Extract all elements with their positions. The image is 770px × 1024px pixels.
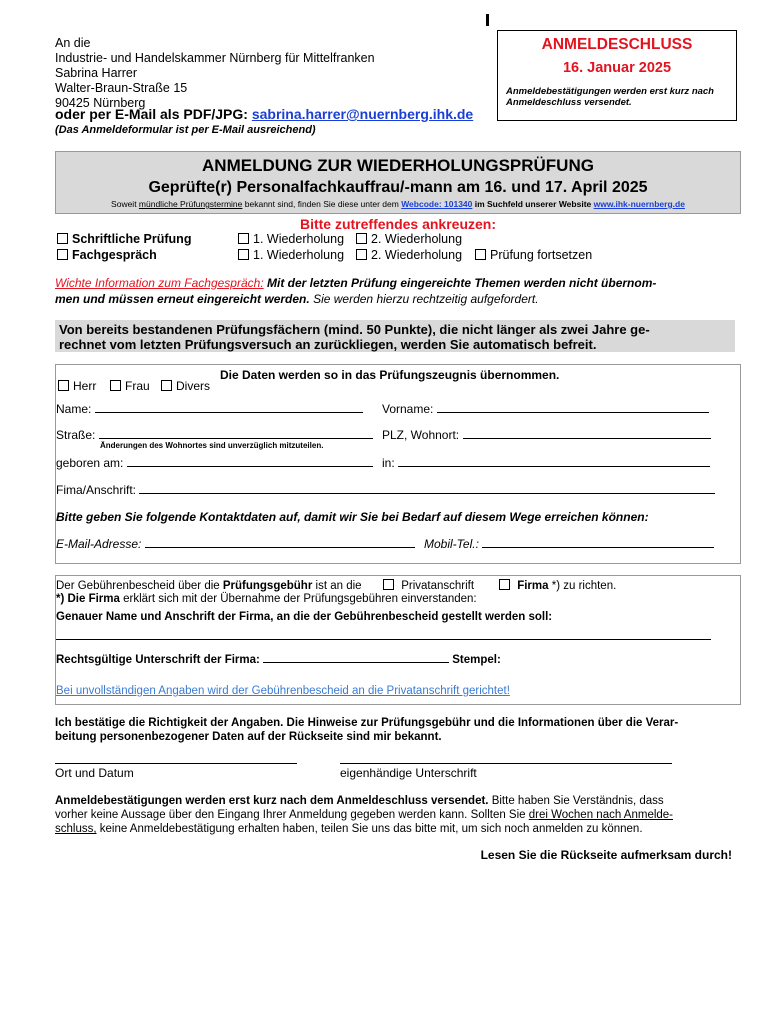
contact-note: Bitte geben Sie folgende Kontaktdaten auf, damit wir Sie bei Bedarf auf diesem Wege erreichen können:: [56, 510, 649, 524]
exemption-note: [55, 320, 735, 352]
footer-text: keine Anmeldebestätigung erhalten haben, teilen Sie uns das bitte mit, um sich noch anmelden zu können.: [96, 823, 643, 835]
mobile-input[interactable]: [482, 547, 714, 548]
note-text: mündliche Prüfungstermine: [138, 199, 243, 209]
important-label: Wichte Information zum Fachgespräch:: [55, 276, 264, 290]
confirmation-text: [55, 716, 678, 744]
field-label: Fima/Anschrift:: [56, 483, 137, 497]
company-field[interactable]: [56, 483, 715, 497]
oral-exam-option[interactable]: [57, 248, 157, 262]
field-label: Vorname:: [382, 402, 434, 416]
personal-heading: Die Daten werden so in das Prüfungszeugnis übernommen.: [220, 368, 560, 382]
address-line: An die: [55, 36, 91, 50]
field-label: PLZ, Wohnort:: [382, 428, 460, 442]
fee-text: ist an die: [312, 580, 362, 592]
note-text: im Suchfeld unserer Website: [472, 199, 594, 209]
checkbox[interactable]: [475, 249, 486, 260]
firstname-field[interactable]: [382, 402, 709, 416]
deadline-note: Anmeldebestätigungen werden erst kurz nach Anmeldeschluss versendet.: [506, 86, 714, 108]
continue-exam-option[interactable]: [475, 248, 592, 262]
address-line: Industrie- und Handelskammer Nürnberg für Mittelfranken: [55, 51, 375, 65]
company-input[interactable]: [139, 493, 715, 494]
place-date-input[interactable]: [55, 763, 297, 764]
birthdate-field[interactable]: [56, 456, 373, 470]
confirmation-line: Ich bestätige die Richtigkeit der Angaben. Die Hinweise zur Prüfungsgebühr und die Informationen über die Verar-: [55, 717, 679, 729]
footer-text: schluss,: [55, 823, 97, 835]
birthdate-input[interactable]: [127, 466, 373, 467]
field-label: Stempel:: [452, 654, 501, 666]
signature-input[interactable]: [340, 763, 672, 764]
recipient-address: [55, 36, 375, 111]
written-2nd-repeat[interactable]: [356, 232, 462, 246]
option-label: Fachgespräch: [72, 248, 157, 262]
webcode-link[interactable]: Webcode: 101340: [401, 199, 473, 209]
checkbox[interactable]: [238, 249, 249, 260]
zip-city-field[interactable]: [382, 428, 711, 442]
field-label: in:: [382, 456, 395, 470]
fee-box: [55, 575, 741, 705]
incomplete-warning: Bei unvollständigen Angaben wird der Gebührenbescheid an die Privatanschrift gerichtet!: [56, 685, 510, 697]
firstname-input[interactable]: [437, 412, 709, 413]
exemption-line: Von bereits bestandenen Prüfungsfächern (mind. 50 Punkte), die nicht länger als zwei Jahre ge-: [59, 322, 650, 337]
field-label: Name:: [56, 402, 92, 416]
checkbox[interactable]: [383, 579, 394, 590]
footer-text: vorher keine Aussage über den Eingang Ihrer Anmeldung gegeben werden kann. Sollten Sie: [55, 809, 529, 821]
email-link[interactable]: sabrina.harrer@nuernberg.ihk.de: [251, 106, 474, 122]
email-line: [55, 106, 473, 122]
checkbox[interactable]: [499, 579, 510, 590]
zip-city-input[interactable]: [463, 438, 711, 439]
exam-dates-note: [56, 199, 740, 209]
field-label: Rechtsgültige Unterschrift der Firma:: [56, 654, 260, 666]
option-label: Prüfung fortsetzen: [490, 248, 593, 262]
personal-data-box: [55, 364, 741, 564]
deadline-date: 16. Januar 2025: [562, 60, 672, 76]
company-agreement: [56, 592, 477, 606]
fee-text: *) Die Firma: [56, 593, 120, 605]
street-input[interactable]: [99, 438, 373, 439]
checkbox[interactable]: [57, 249, 68, 260]
email-input[interactable]: [145, 547, 415, 548]
field-label: geboren am:: [56, 456, 124, 470]
important-info: [55, 275, 741, 307]
checkbox[interactable]: [57, 233, 68, 244]
signature-input[interactable]: [263, 662, 449, 663]
birthplace-input[interactable]: [398, 466, 710, 467]
option-label: *) zu richten.: [548, 580, 617, 592]
company-signature-field[interactable]: [56, 653, 501, 667]
fee-line: [56, 579, 362, 593]
option-label: Divers: [176, 379, 211, 393]
checkbox[interactable]: [238, 233, 249, 244]
selection-title: Bitte zutreffendes ankreuzen:: [299, 216, 497, 232]
field-label: Straße:: [56, 428, 96, 442]
oral-2nd-repeat[interactable]: [356, 248, 462, 262]
email-prefix: oder per E-Mail als PDF/JPG:: [55, 106, 252, 122]
address-line: 90425 Nürnberg: [55, 96, 146, 110]
checkbox[interactable]: [356, 233, 367, 244]
private-address-option[interactable]: [383, 579, 474, 593]
address-line: Walter-Braun-Straße 15: [55, 81, 188, 95]
name-field[interactable]: [56, 402, 363, 416]
footer-text: drei Wochen nach Anmelde-: [528, 809, 674, 821]
email-note: (Das Anmeldeformular ist per E-Mail ausreichend): [55, 124, 316, 136]
oral-1st-repeat[interactable]: [238, 248, 344, 262]
website-link[interactable]: www.ihk-nuernberg.de: [593, 199, 685, 209]
field-label: E-Mail-Adresse:: [56, 537, 142, 551]
note-text: Soweit: [111, 199, 139, 209]
fee-text: Der Gebührenbescheid über die: [56, 580, 223, 592]
footer-note: [55, 794, 745, 836]
important-text: Mit der letzten Prüfung eingereichte Themen werden nicht übernom-: [263, 276, 657, 290]
deadline-title: ANMELDESCHLUSS: [541, 36, 693, 53]
option-label: Firma: [517, 580, 549, 592]
company-address-label: Genauer Name und Anschrift der Firma, an die der Gebührenbescheid gestellt werden soll:: [56, 611, 553, 623]
checkbox[interactable]: [161, 380, 172, 391]
note-text: bekannt sind, finden Sie diese unter dem: [242, 199, 402, 209]
form-mark: [486, 14, 489, 26]
salutation-herr[interactable]: [58, 379, 96, 393]
confirmation-line: beitung personenbezogener Daten auf der Rückseite sind mir bekannt.: [55, 731, 442, 743]
exemption-line: rechnet vom letzten Prüfungsversuch an zurückliegen, werden Sie automatisch befreit.: [59, 337, 597, 352]
option-label: 2. Wiederholung: [371, 248, 463, 262]
checkbox[interactable]: [58, 380, 69, 391]
title-box: [55, 151, 741, 214]
checkbox[interactable]: [356, 249, 367, 260]
option-label: Privatanschrift: [401, 580, 475, 592]
footer-line: [55, 822, 745, 836]
mobile-field[interactable]: [424, 537, 714, 551]
option-label: 2. Wiederholung: [371, 232, 463, 246]
company-address-input[interactable]: [56, 639, 711, 640]
form-title: ANMELDUNG ZUR WIEDERHOLUNGSPRÜFUNG: [202, 156, 594, 175]
deadline-box: [497, 30, 737, 121]
option-label: Schriftliche Prüfung: [72, 232, 192, 246]
footer-text: Anmeldebestätigungen werden erst kurz nach dem Anmeldeschluss versendet.: [55, 795, 489, 807]
email-field[interactable]: [56, 537, 415, 551]
checkbox[interactable]: [110, 380, 121, 391]
written-1st-repeat[interactable]: [238, 232, 344, 246]
salutation-frau[interactable]: [110, 379, 150, 393]
signature-label: eigenhändige Unterschrift: [340, 766, 477, 780]
option-label: Herr: [73, 379, 97, 393]
field-label: Mobil-Tel.:: [424, 537, 479, 551]
form-subtitle: Geprüfte(r) Personalfachkauffrau/-mann am 16. und 17. April 2025: [148, 179, 648, 196]
option-label: 1. Wiederholung: [253, 248, 345, 262]
name-input[interactable]: [95, 412, 363, 413]
important-text: Sie werden hierzu rechtzeitig aufgefordert.: [309, 292, 539, 306]
written-exam-option[interactable]: [57, 232, 191, 246]
closing-note: Lesen Sie die Rückseite aufmerksam durch!: [480, 848, 732, 862]
exam-selection: [55, 214, 741, 269]
footer-line: [55, 808, 745, 822]
address-line: Sabrina Harrer: [55, 66, 137, 80]
fee-text: Prüfungsgebühr: [222, 580, 313, 592]
salutation-divers[interactable]: [161, 379, 210, 393]
birthplace-field[interactable]: [382, 456, 710, 470]
fee-text: erklärt sich mit der Übernahme der Prüfungsgebühren einverstanden:: [119, 593, 477, 605]
place-date-label: Ort und Datum: [55, 766, 134, 780]
company-option[interactable]: [499, 579, 616, 593]
important-text: men und müssen erneut eingereicht werden.: [55, 292, 310, 306]
option-label: Frau: [125, 379, 150, 393]
street-field[interactable]: [56, 428, 373, 442]
address-change-note: Änderungen des Wohnortes sind unverzüglich mitzuteilen.: [100, 441, 324, 450]
footer-line: [55, 794, 745, 808]
option-label: 1. Wiederholung: [253, 232, 345, 246]
footer-text: Bitte haben Sie Verständnis, dass: [488, 795, 664, 807]
